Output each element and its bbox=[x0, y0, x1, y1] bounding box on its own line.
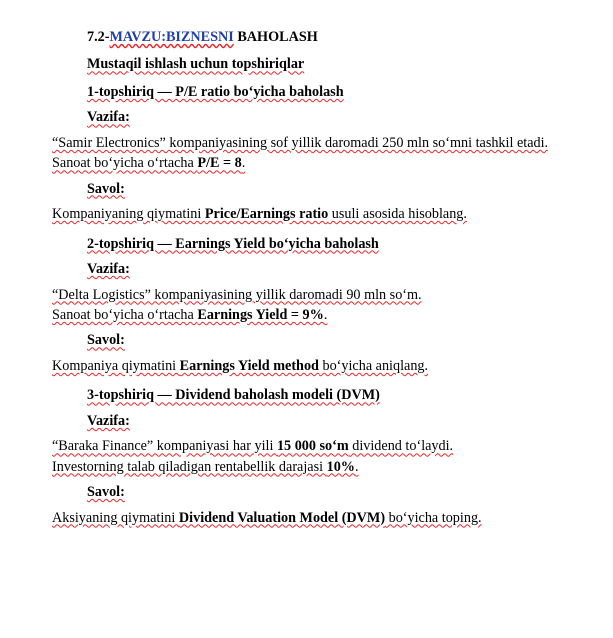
task-2-savol-label: Savol: bbox=[87, 332, 125, 349]
task-1-body-line-1: “Samir Electronics” kompaniyasining sof yillik daromadi 250 mln so‘mni tashkil etadi. bbox=[52, 134, 549, 151]
task-2-vazifa-label: Vazifa: bbox=[87, 261, 130, 278]
task-1-savol-label: Savol: bbox=[87, 180, 125, 197]
task-1-title: 1-topshiriq — P/E ratio bo‘yicha baholash bbox=[87, 83, 344, 100]
task-1-question: Kompaniyaning qiymatini Price/Earnings ratio usuli asosida hisoblang. bbox=[52, 206, 467, 223]
heading-number: 7.2- bbox=[87, 29, 110, 45]
subheading-text: Mustaqil ishlash uchun topshiriqlar bbox=[87, 56, 305, 73]
task-2-title: 2-topshiriq — Earnings Yield bo‘yicha baholash bbox=[87, 235, 379, 252]
document-subheading bbox=[52, 55, 562, 73]
task-2-body-line-1: “Delta Logistics” kompaniyasining yillik daromadi 90 mln so‘m. bbox=[52, 286, 422, 303]
task-3-vazifa-label: Vazifa: bbox=[87, 412, 130, 429]
document-body bbox=[52, 28, 562, 529]
heading-rest: BAHOLASH bbox=[233, 29, 318, 45]
heading-link[interactable]: MAVZU:BIZNESNI bbox=[109, 29, 234, 45]
document-heading bbox=[52, 28, 562, 46]
task-3-question: Aksiyaning qiymatini Dividend Valuation Model (DVM) bo‘yicha toping. bbox=[52, 509, 482, 526]
task-3-savol-label: Savol: bbox=[87, 484, 125, 501]
task-3-body-line-1: “Baraka Finance” kompaniyasi har yili 15 000 so‘m dividend to‘laydi. bbox=[52, 438, 454, 455]
task-2-question: Kompaniya qiymatini Earnings Yield method bo‘yicha aniqlang. bbox=[52, 357, 429, 374]
task-1-body-line-2: Sanoat bo‘yicha o‘rtacha P/E = 8. bbox=[52, 155, 246, 172]
task-3-title: 3-topshiriq — Dividend baholash modeli (DVM) bbox=[87, 387, 380, 404]
task-2-body-line-2: Sanoat bo‘yicha o‘rtacha Earnings Yield = 9%. bbox=[52, 306, 328, 323]
task-3-body-line-2: Investorning talab qiladigan rentabellik darajasi 10%. bbox=[52, 458, 359, 475]
task-1-vazifa-label: Vazifa: bbox=[87, 109, 130, 126]
